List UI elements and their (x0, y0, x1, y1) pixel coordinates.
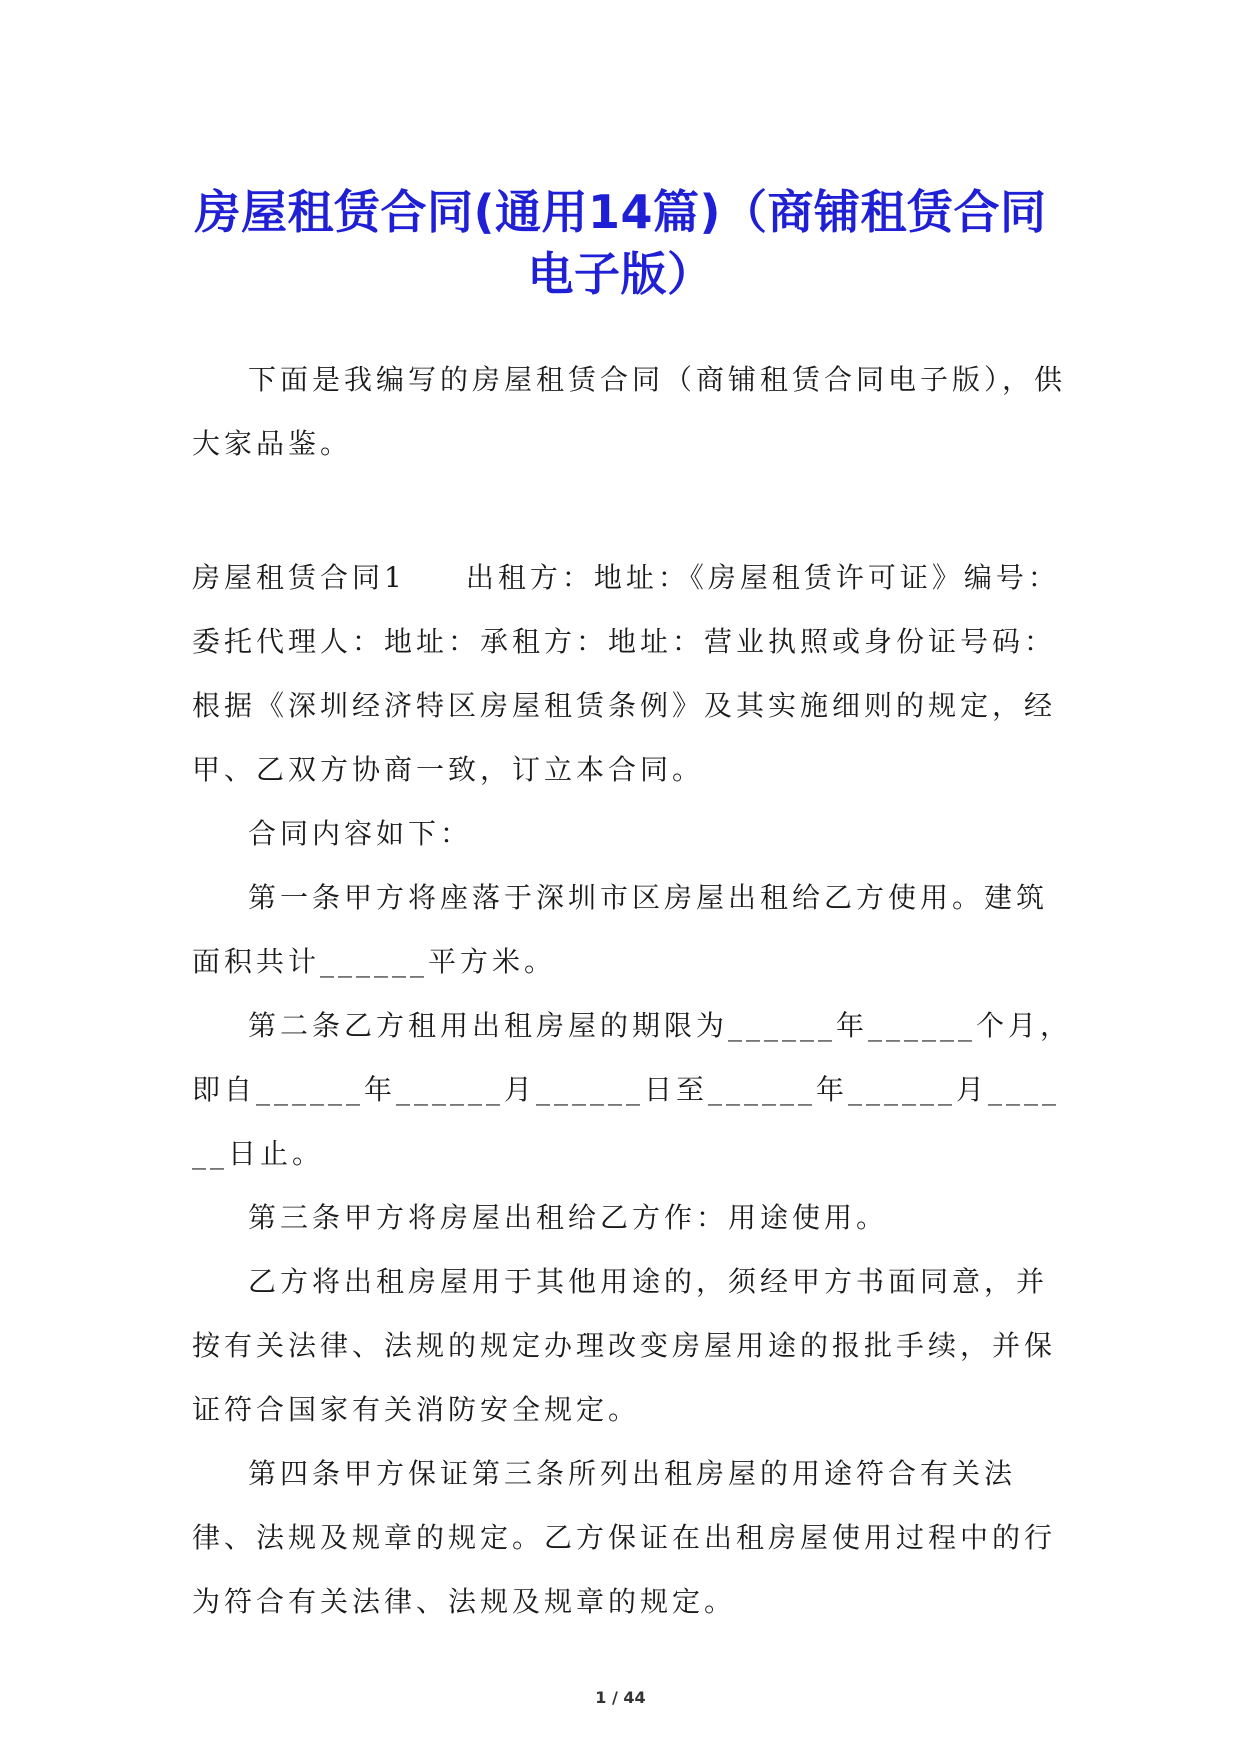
document-title (150, 181, 1091, 305)
body-paragraph: 第二条乙方租用出租房屋的期限为______年______个月，即自______年______月______日至______年______月______日止。 (192, 1009, 1073, 1170)
body-paragraph: 合同内容如下： (248, 817, 473, 850)
contract-parties-text: 出租方：地址：《房屋租赁许可证》编号：委托代理人：地址：承租方：地址：营业执照或身份证号码：根据《深圳经济特区房屋租赁条例》及其实施细则的规定，经甲、乙双方协商一致，订立本合同。 (192, 561, 1060, 786)
contract-body (192, 546, 1072, 1634)
page-number: 1 / 44 (595, 1688, 646, 1707)
body-paragraph: 乙方将出租房屋用于其他用途的，须经甲方书面同意，并按有关法律、法规的规定办理改变房屋用途的报批手续，并保证符合国家有关消防安全规定。 (192, 1265, 1057, 1426)
body-paragraph: 第三条甲方将房屋出租给乙方作：用途使用。 (248, 1201, 889, 1234)
title-line-1: 房屋租赁合同(通用14篇)（商铺租赁合同 (194, 184, 1047, 239)
body-paragraph: 第一条甲方将座落于深圳市区房屋出租给乙方使用。建筑面积共计______平方米。 (192, 881, 1049, 978)
intro-paragraph: 下面是我编写的房屋租赁合同（商铺租赁合同电子版），供大家品鉴。 (192, 363, 1067, 460)
contract-heading-label: 房屋租赁合同1 (192, 561, 406, 594)
title-line-2: 电子版） (527, 246, 714, 301)
intro-section (192, 348, 1072, 476)
contract-heading-paragraph (192, 546, 1072, 802)
body-paragraph: 第四条甲方保证第三条所列出租房屋的用途符合有关法律、法规及规章的规定。乙方保证在出租房屋使用过程中的行为符合有关法律、法规及规章的规定。 (192, 1457, 1057, 1618)
